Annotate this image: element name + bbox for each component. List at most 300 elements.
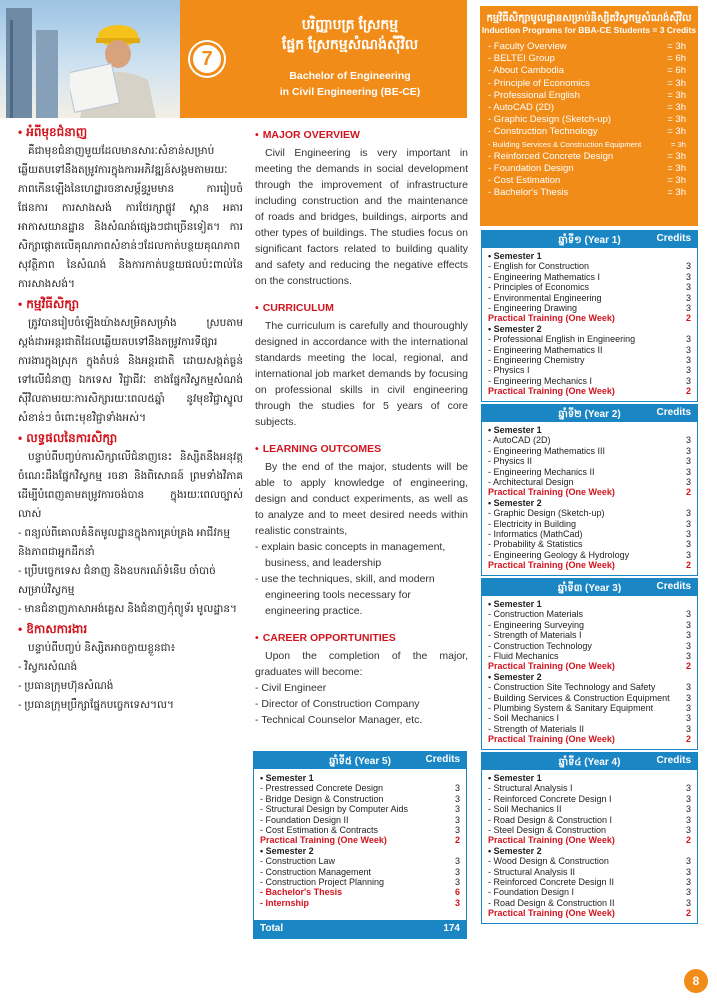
practical-course-row <box>488 313 691 323</box>
induction-item-name: - Principle of Economics <box>488 77 590 89</box>
course-name: - Prestressed Concrete Design <box>260 783 384 794</box>
course-credits: 3 <box>685 476 691 487</box>
course-credits: 2 <box>685 661 691 672</box>
course-credits: 3 <box>685 887 691 898</box>
course-name: • Semester 1 <box>488 425 542 435</box>
total-credits-row <box>254 920 466 938</box>
induction-item-name: - BELTEI Group <box>488 53 555 65</box>
course-credits: 3 <box>454 897 460 908</box>
khmer-outcome-item: - ពន្យល់ពីគោលគំនិតមូលដ្ឋានក្នុងការគ្រប់គ្រង អាជីវកម្ម និងភាពជាអ្នកដឹកនាំ <box>18 527 230 558</box>
course-credits: 3 <box>685 630 691 641</box>
course-row <box>488 609 691 619</box>
semester-heading <box>488 251 691 261</box>
course-name: - Building Services & Construction Equipment <box>488 692 670 703</box>
induction-item-hours: = 3h <box>671 139 686 149</box>
induction-item-name: - Bachelor's Thesis <box>488 187 569 199</box>
course-credits: 3 <box>685 375 691 386</box>
course-row <box>488 641 691 651</box>
year-4-header <box>482 753 697 770</box>
course-name: - Physics I <box>488 365 530 376</box>
course-name: - Soil Mechanics I <box>488 713 560 724</box>
course-credits: 2 <box>454 835 460 846</box>
induction-item-hours: = 3h <box>667 89 686 101</box>
semester-heading <box>488 672 691 682</box>
year-5-header <box>254 752 466 769</box>
english-title-line1: Bachelor of Engineering <box>289 70 411 82</box>
credits-label: Credits <box>656 581 691 592</box>
induction-item-hours: = 3h <box>667 150 686 162</box>
course-row <box>488 693 691 703</box>
course-row <box>488 887 691 897</box>
course-name: - Graphic Design (Sketch-up) <box>488 508 605 519</box>
course-name: - Foundation Design I <box>488 887 575 898</box>
year-1-label: ឆ្នាំទី១ (Year 1) <box>558 235 621 246</box>
induction-item <box>488 151 690 163</box>
course-name: • Semester 1 <box>488 599 542 609</box>
total-label: Total <box>260 923 284 934</box>
program-title-banner <box>180 0 467 118</box>
course-row <box>488 815 691 825</box>
credits-label: Credits <box>425 754 460 765</box>
course-name: • Semester 2 <box>260 845 314 856</box>
practical-course-row <box>260 887 460 897</box>
learning-outcomes-text: By the end of the major, students will be able to apply knowledge of engineering, design and conduct experiments, as well as to analyze and to meet desired needs within realistic constraints, <box>255 461 468 537</box>
course-name: - Bridge Design & Construction <box>260 793 384 804</box>
course-row <box>488 630 691 640</box>
induction-item-hours: = 3h <box>667 77 686 89</box>
course-credits: 3 <box>685 302 691 313</box>
induction-item-name: - Building Services & Construction Equipment <box>488 139 642 149</box>
course-name: • Semester 2 <box>488 671 542 682</box>
course-credits: 2 <box>685 734 691 745</box>
curriculum-heading: • CURRICULUM <box>255 302 334 314</box>
induction-item <box>488 78 690 90</box>
course-credits: 3 <box>454 793 460 804</box>
credits-label: Credits <box>656 233 691 244</box>
program-number-badge: 7 <box>190 42 224 76</box>
khmer-section-text: គឺជាមុខជំនាញមួយដែលមានសារៈសំខាន់សម្រាប់ឆ្លើយតបទៅនឹងតម្រូវការក្នុងការអភិវឌ្ឍន៍សង្គមតាមរយៈភាពកើនឡើងនៃហេដ្ឋារចនាសម្ព័ន្ធរួមមាន ការរៀបចំផែនការ ការសាងសង់ ការថែរក្សាផ្លូវ ស្ពាន អគារ អាកាសយានដ្ឋាន និងសំណង់ផ្សេងៗជាច្រើនទៀត។ ការសិក្សាផ្ដោតលើគុណភាពសំខាន់ៗដែលកាត់បន្ថយគុណភាព សុវត្ថិភាព នៃសំណង់ និងការកាត់បន្ថយផលប៉ះពាល់នៃការសាងសង់។ <box>18 145 243 290</box>
induction-item <box>488 41 690 53</box>
course-credits: 3 <box>685 804 691 815</box>
course-row <box>488 877 691 887</box>
course-name: - Informatics (MathCad) <box>488 528 583 539</box>
khmer-title-line1: បរិញ្ញាបត្រ ស្រែកម្ម <box>301 16 399 32</box>
course-row <box>488 261 691 271</box>
course-row <box>488 303 691 313</box>
course-name: • Semester 2 <box>488 323 542 334</box>
course-name: - Structural Analysis I <box>488 783 573 794</box>
semester-heading <box>488 773 691 783</box>
course-name: - Strength of Materials I <box>488 630 582 641</box>
course-credits: 3 <box>685 723 691 734</box>
program-title-khmer <box>240 14 460 54</box>
khmer-career-item: - វិស្វករសំណង់ <box>18 661 78 673</box>
course-name: - English for Construction <box>488 261 590 272</box>
khmer-section-heading: • ឱកាសការងារ <box>18 622 88 636</box>
induction-item <box>488 53 690 65</box>
course-credits: 3 <box>454 876 460 887</box>
induction-item <box>488 126 690 138</box>
khmer-title-line2: ផ្នែក ស្រែកម្មសំណង់ស៊ីវិល <box>281 36 419 52</box>
practical-course-row <box>488 908 691 918</box>
course-credits: 3 <box>685 549 691 560</box>
course-credits: 3 <box>685 344 691 355</box>
course-row <box>488 355 691 365</box>
course-credits: 2 <box>685 908 691 919</box>
year-5-label: ឆ្នាំទី៥ (Year 5) <box>329 756 391 767</box>
course-name: - Engineering Mathematics II <box>488 344 603 355</box>
course-row <box>488 856 691 866</box>
induction-item-name: - Construction Technology <box>488 126 598 138</box>
course-credits: 6 <box>454 887 460 898</box>
induction-title-khmer: កម្មវិធីសិក្សាមូលដ្ឋានសម្រាប់និស្សិតវិស្វកម្មសំណង់ស៊ីវិល <box>486 13 692 24</box>
induction-subtitle: Induction Programs for BBA-CE Students = 3 Credits <box>481 25 697 35</box>
course-credits: 3 <box>685 783 691 794</box>
course-credits: 3 <box>454 866 460 877</box>
induction-item-hours: = 3h <box>667 126 686 138</box>
course-row <box>260 804 460 814</box>
course-credits: 3 <box>685 261 691 272</box>
khmer-outcome-item: - ប្រើបច្ចេកទេស ជំនាញ និងឧបករណ៍ទំនើប ចាំបាច់សម្រាប់វិស្វកម្ម <box>18 565 216 596</box>
course-name: - Bachelor's Thesis <box>260 887 343 898</box>
course-credits: 3 <box>685 292 691 303</box>
course-name: - Architectural Design <box>488 476 574 487</box>
course-name: Practical Training (One Week) <box>488 313 615 324</box>
course-row <box>488 456 691 466</box>
course-name: • Semester 1 <box>488 251 542 261</box>
course-name: - Foundation Design II <box>260 814 349 825</box>
course-name: - Construction Technology <box>488 640 592 651</box>
course-name: • Semester 2 <box>488 497 542 508</box>
credits-label: Credits <box>656 407 691 418</box>
course-row <box>488 682 691 692</box>
course-name: - Structural Analysis II <box>488 866 576 877</box>
course-credits: 3 <box>685 713 691 724</box>
course-row <box>488 272 691 282</box>
course-row <box>488 365 691 375</box>
practical-course-row <box>488 386 691 396</box>
course-name: Practical Training (One Week) <box>488 661 615 672</box>
course-row <box>488 703 691 713</box>
practical-course-row <box>488 734 691 744</box>
year-4-label: ឆ្នាំទី៤ (Year 4) <box>558 757 621 768</box>
major-overview-text: Civil Engineering is very important in meeting the demands in social development through the improvement of infrastructure including construction and the maintenance of roads and bridges, buildings, airports and other types of buildings. The studies focus on significant factors related to building quality and safety and reducing the negative effects on the constructions. <box>255 147 468 287</box>
learning-outcome-item: - explain basic concepts in management, business, and leadership <box>255 541 446 569</box>
course-name: - Principles of Economics <box>488 282 590 293</box>
course-name: - Wood Design & Construction <box>488 856 609 867</box>
course-credits: 3 <box>685 682 691 693</box>
course-name: - Steel Design & Construction <box>488 824 607 835</box>
page-number: 8 <box>684 969 708 993</box>
year-2-table <box>481 404 698 576</box>
course-credits: 3 <box>454 804 460 815</box>
course-row <box>260 794 460 804</box>
induction-item-name: - AutoCAD (2D) <box>488 101 554 113</box>
khmer-career-item: - ប្រធានក្រុមប្រឹក្សាផ្នែកបច្ចេកទេស។ល។ <box>18 699 174 711</box>
course-name: Practical Training (One Week) <box>488 560 615 571</box>
semester-heading <box>488 846 691 856</box>
semester-heading <box>488 425 691 435</box>
course-row <box>488 519 691 529</box>
semester-heading <box>260 773 460 783</box>
course-name: - Construction Project Planning <box>260 876 385 887</box>
course-row <box>488 825 691 835</box>
induction-item-name: - Graphic Design (Sketch-up) <box>488 114 612 126</box>
semester-heading <box>488 324 691 334</box>
induction-item-hours: = 3h <box>667 187 686 199</box>
course-row <box>488 446 691 456</box>
practical-course-row <box>260 835 460 845</box>
course-row <box>488 345 691 355</box>
year-3-table <box>481 578 698 750</box>
khmer-section-text: បន្ទាប់ពីបញ្ចប់ និស្សិតអាចក្លាយខ្លួនជា៖ <box>28 642 176 654</box>
induction-item-name: - Faculty Overview <box>488 41 567 52</box>
induction-item <box>488 65 690 77</box>
course-credits: 3 <box>685 334 691 345</box>
induction-item-name: - Cost Estimation <box>488 175 561 187</box>
course-row <box>260 825 460 835</box>
total-credits-value: 174 <box>443 923 460 934</box>
course-credits: 3 <box>685 876 691 887</box>
course-credits: 3 <box>685 702 691 713</box>
curriculum-text: The curriculum is carefully and thouroughly designed in accordance with the international standards meeting the local, regional, and international job market demands by focusing on professional skills in civil engineering through the studies for 5 years of core subjects. <box>255 320 468 428</box>
year-2-label: ឆ្នាំទី២ (Year 2) <box>558 409 621 420</box>
induction-list <box>480 41 698 199</box>
english-title-line2: in Civil Engineering (BE-CE) <box>279 86 421 98</box>
course-name: - Engineering Chemistry <box>488 354 585 365</box>
year-3-label: ឆ្នាំទី៣ (Year 3) <box>557 583 622 594</box>
english-description-column <box>255 128 468 728</box>
course-credits: 3 <box>454 814 460 825</box>
course-credits: 3 <box>685 814 691 825</box>
career-item: - Civil Engineer <box>255 682 327 694</box>
course-row <box>488 467 691 477</box>
course-name: - Construction Materials <box>488 609 584 620</box>
course-credits: 3 <box>454 783 460 794</box>
course-name: - Construction Management <box>260 866 372 877</box>
career-opportunities-text: Upon the completion of the major, graduates will become: <box>255 650 468 678</box>
credits-label: Credits <box>656 755 691 766</box>
induction-item-name: - About Cambodia <box>488 65 565 77</box>
course-name: - Engineering Mechanics I <box>488 375 593 386</box>
year-4-table <box>481 752 698 924</box>
course-name: - Construction Site Technology and Safety <box>488 682 656 693</box>
course-credits: 3 <box>685 271 691 282</box>
course-credits: 3 <box>685 824 691 835</box>
engineer-illustration <box>70 20 160 118</box>
course-credits: 2 <box>685 560 691 571</box>
year-1-table <box>481 230 698 402</box>
practical-course-row <box>488 560 691 570</box>
course-row <box>488 724 691 734</box>
course-credits: 3 <box>454 824 460 835</box>
induction-item <box>488 163 690 175</box>
induction-item <box>488 90 690 102</box>
course-credits: 3 <box>685 619 691 630</box>
course-name: - Internship <box>260 897 309 908</box>
semester-heading <box>260 846 460 856</box>
induction-item <box>488 114 690 126</box>
induction-item-name: - Reinforced Concrete Design <box>488 150 614 162</box>
course-name: - Soil Mechanics II <box>488 804 562 815</box>
induction-item-name: - Foundation Design <box>488 162 574 174</box>
khmer-section-text: ត្រូវបានរៀបចំឡើងយ៉ាងសម្រិតសម្រាំង ស្របតាមស្តង់ដារអន្តរជាតិដែលឆ្លើយតបទៅនឹងតម្រូវការទីផ្សារការងារក្នុងស្រុក ក្នុងតំបន់ និងអន្តរជាតិ ដោយសង្កត់ធ្ងន់ទៅលើជំនាញ ឯកទេស វិជ្ជាជីវៈ ខាងផ្នែកវិស្វកម្មសំណង់ស៊ីវិលតាមរយៈការសិក្សារយៈពេល៥ឆ្នាំ នូវមុខវិជ្ជាស្នូលសំខាន់ៗ ចំពោះមុខវិជ្ជាទាំងអស់។ <box>18 317 243 424</box>
course-name: Practical Training (One Week) <box>488 386 615 397</box>
course-credits: 3 <box>685 856 691 867</box>
semester-heading <box>488 498 691 508</box>
year-1-header <box>482 231 697 248</box>
course-name: - AutoCAD (2D) <box>488 435 551 446</box>
induction-item <box>488 139 690 151</box>
course-row <box>488 804 691 814</box>
course-row <box>488 376 691 386</box>
course-credits: 3 <box>685 609 691 620</box>
semester-heading <box>488 599 691 609</box>
course-name: - Environmental Engineering <box>488 292 602 303</box>
course-row <box>260 856 460 866</box>
course-row <box>488 620 691 630</box>
course-name: - Road Design & Construction II <box>488 897 615 908</box>
learning-outcome-item: - use the techniques, skill, and modern engineering tools necessary for engineering practice. <box>255 573 435 617</box>
course-name: - Engineering Geology & Hydrology <box>488 549 630 560</box>
course-name: - Strength of Materials II <box>488 723 585 734</box>
course-row <box>260 783 460 793</box>
course-name: - Professional English in Engineering <box>488 334 636 345</box>
induction-item <box>488 175 690 187</box>
course-row <box>260 815 460 825</box>
year-2-header <box>482 405 697 422</box>
course-name: - Engineering Mathematics III <box>488 445 606 456</box>
course-row <box>488 713 691 723</box>
induction-item-hours: = 3h <box>667 114 686 126</box>
practical-course-row <box>260 898 460 908</box>
course-row <box>488 783 691 793</box>
year-3-header <box>482 579 697 596</box>
course-name: - Road Design & Construction I <box>488 814 613 825</box>
career-opportunities-heading: • CAREER OPPORTUNITIES <box>255 632 396 644</box>
khmer-outcome-item: - មានជំនាញភាសាអង់គ្លេស និងជំនាញកុំព្យូទ័រ មូលដ្ឋាន។ <box>18 603 237 615</box>
course-credits: 2 <box>685 313 691 324</box>
course-row <box>488 477 691 487</box>
course-credits: 2 <box>685 487 691 498</box>
induction-item-hours: = 6h <box>667 53 686 65</box>
course-name: - Engineering Mechanics II <box>488 466 595 477</box>
course-name: - Engineering Mathematics I <box>488 271 601 282</box>
course-credits: 3 <box>685 445 691 456</box>
course-row <box>488 435 691 445</box>
course-name: - Fluid Mechanics <box>488 650 559 661</box>
course-row <box>488 529 691 539</box>
course-credits: 3 <box>685 435 691 446</box>
learning-outcomes-heading: • LEARNING OUTCOMES <box>255 443 382 455</box>
course-name: • Semester 2 <box>488 845 542 856</box>
course-credits: 3 <box>454 856 460 867</box>
major-overview-heading: • MAJOR OVERVIEW <box>255 129 360 141</box>
course-row <box>488 550 691 560</box>
course-name: - Construction Law <box>260 856 336 867</box>
course-row <box>488 293 691 303</box>
practical-course-row <box>488 661 691 671</box>
course-credits: 3 <box>685 528 691 539</box>
career-item: - Technical Counselor Manager, etc. <box>255 714 423 726</box>
course-name: - Cost Estimation & Contracts <box>260 824 379 835</box>
course-name: - Reinforced Concrete Design II <box>488 876 615 887</box>
course-row <box>488 334 691 344</box>
practical-course-row <box>488 487 691 497</box>
course-credits: 3 <box>685 456 691 467</box>
induction-item-hours: = 3h <box>667 162 686 174</box>
course-row <box>260 867 460 877</box>
khmer-section-heading: • លទ្ធផលនៃការសិក្សា <box>18 431 118 445</box>
course-name: Practical Training (One Week) <box>488 487 615 498</box>
course-credits: 2 <box>685 386 691 397</box>
course-name: Practical Training (One Week) <box>488 835 615 846</box>
course-row <box>488 651 691 661</box>
course-name: - Physics II <box>488 456 533 467</box>
course-credits: 3 <box>685 466 691 477</box>
course-name: - Structural Design by Computer Aids <box>260 804 409 815</box>
course-credits: 3 <box>685 793 691 804</box>
course-row <box>488 898 691 908</box>
induction-item-hours: = 6h <box>667 65 686 77</box>
course-name: - Plumbing System & Sanitary Equipment <box>488 702 654 713</box>
khmer-section-heading: • កម្មវិធីសិក្សា <box>18 297 80 311</box>
course-credits: 3 <box>685 354 691 365</box>
course-row <box>488 508 691 518</box>
practical-course-row <box>488 835 691 845</box>
course-row <box>488 282 691 292</box>
induction-item-hours: = 3h <box>667 41 686 52</box>
course-row <box>260 877 460 887</box>
course-row <box>488 539 691 549</box>
course-row <box>488 867 691 877</box>
course-credits: 3 <box>685 640 691 651</box>
induction-programs-box <box>480 6 698 226</box>
induction-item-name: - Professional English <box>488 89 580 101</box>
course-name: Practical Training (One Week) <box>488 734 615 745</box>
induction-item <box>488 102 690 114</box>
course-name: - Engineering Drawing <box>488 302 578 313</box>
induction-item <box>488 187 690 199</box>
course-credits: 3 <box>685 365 691 376</box>
course-name: - Electricity in Building <box>488 518 577 529</box>
program-title-english <box>240 68 460 100</box>
career-item: - Director of Construction Company <box>255 698 420 710</box>
course-name: • Semester 1 <box>260 773 314 783</box>
course-credits: 3 <box>685 650 691 661</box>
course-name: Practical Training (One Week) <box>260 835 387 846</box>
course-credits: 3 <box>685 866 691 877</box>
course-credits: 3 <box>685 897 691 908</box>
year-5-table <box>253 751 467 939</box>
course-credits: 3 <box>685 539 691 550</box>
course-name: - Reinforced Concrete Design I <box>488 793 612 804</box>
course-credits: 3 <box>685 518 691 529</box>
course-row <box>488 794 691 804</box>
header-photo <box>0 0 180 118</box>
course-credits: 3 <box>685 692 691 703</box>
course-credits: 3 <box>685 508 691 519</box>
course-name: Practical Training (One Week) <box>488 908 615 919</box>
induction-item-hours: = 3h <box>667 175 686 187</box>
khmer-section-heading: • អំពីមុខជំនាញ <box>18 125 88 139</box>
course-credits: 2 <box>685 835 691 846</box>
course-name: - Probability & Statistics <box>488 539 583 550</box>
khmer-career-item: - ប្រធានក្រុមហ៊ុនសំណង់ <box>18 680 114 692</box>
course-name: - Engineering Surveying <box>488 619 585 630</box>
induction-item-hours: = 3h <box>667 101 686 113</box>
khmer-description-column <box>18 122 243 715</box>
